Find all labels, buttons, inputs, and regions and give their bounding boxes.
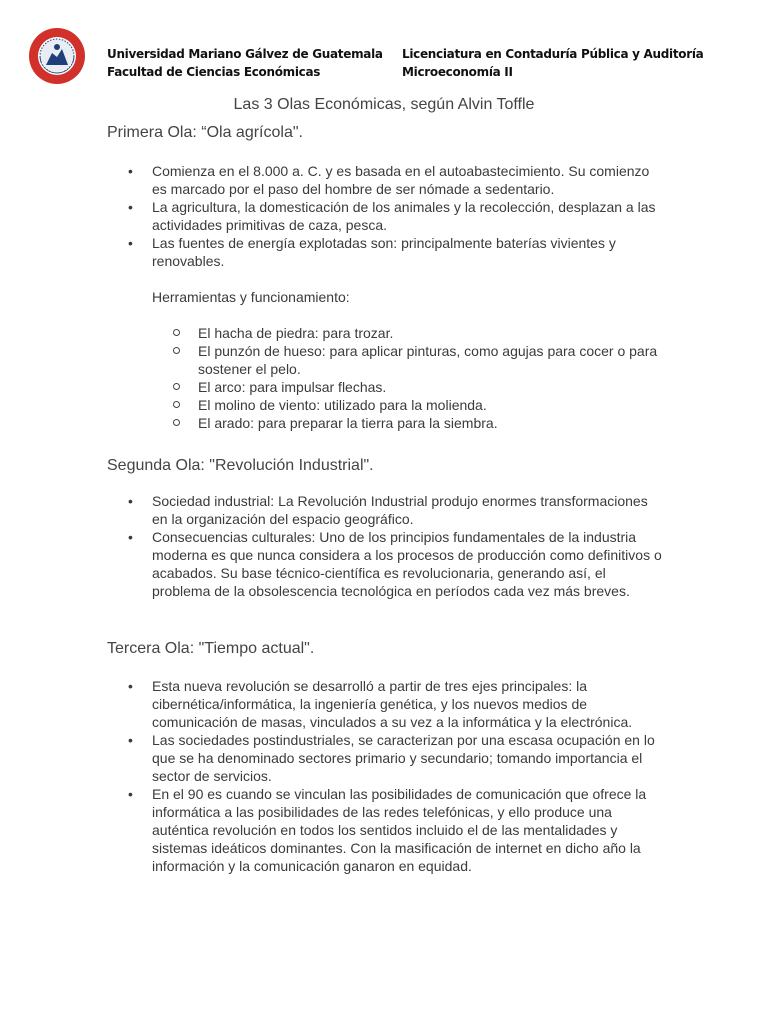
list-item [107,492,667,528]
sub-list-item-text: El arado: para preparar la tierra para la siembra. [198,415,498,431]
circle-bullet-icon [173,347,180,354]
list-item-text: Comienza en el 8.000 a. C. y es basada en el autoabastecimiento. Su comienzo es marcado por el paso del hombre de ser nómade a sedentario. [152,163,650,197]
bullet-list [107,492,667,600]
program-name: Licenciatura en Contaduría Pública y Auditoría [402,47,704,61]
section-tercera-ola [107,640,667,875]
sub-list-item [107,378,667,396]
circle-bullet-icon [173,383,180,390]
bullet-icon: • [128,163,133,179]
bullet-list [107,677,667,875]
sub-list-item [107,414,667,432]
list-item [107,731,667,785]
circle-bullet-icon [173,401,180,408]
faculty-name: Facultad de Ciencias Económicas [107,65,321,79]
list-item-text: Consecuencias culturales: Uno de los principios fundamentales de la industria moderna es que nunca considera a los procesos de producción como definitivos o acabados. Su base técnico-científica es revolucionaria, generando así, el problema de la obsolescencia tecnológica en períodos cada vez más breves. [152,529,662,599]
bullet-icon: • [128,786,133,802]
bullet-icon: • [128,732,133,748]
header-right [402,45,703,81]
bullet-icon: • [128,199,133,215]
sub-list-item-text: El arco: para impulsar flechas. [198,379,387,395]
bullet-icon: • [128,678,133,694]
bullet-icon: • [128,529,133,545]
circle-bullet-icon [173,419,180,426]
list-item-text: Esta nueva revolución se desarrolló a partir de tres ejes principales: la cibernética/informática, la ingeniería genética, y los nuevos medios de comunicación de masas, vinculados a su vez a la informática y la electrónica. [152,678,633,730]
university-seal-icon [28,27,86,85]
document-title: Las 3 Olas Económicas, según Alvin Toffle [233,96,535,113]
section-primera-ola [107,124,667,432]
header-left [107,45,383,81]
bullet-icon: • [128,235,133,251]
list-item-text: En el 90 es cuando se vinculan las posibilidades de comunicación que ofrece la informática a las posibilidades de las redes telefónicas, y ello produce una auténtica revolución en todos los sentidos incluido el de las mentalidades y sistemas ideáticos dominantes. Con la masificación de internet en dicho año la información y la comunicación ganaron en equidad. [152,786,647,874]
list-item [107,528,667,600]
section-heading: Segunda Ola: "Revolución Industrial". [107,457,374,474]
bullet-list [107,162,667,270]
list-item-text: La agricultura, la domesticación de los animales y la recolección, desplazan a las actividades primitivas de caza, pesca. [152,199,656,233]
sub-list-item-text: El punzón de hueso: para aplicar pinturas, como agujas para cocer o para sostener el pelo. [198,343,658,377]
university-name: Universidad Mariano Gálvez de Guatemala [107,47,383,61]
list-item [107,677,667,731]
list-item [107,234,667,270]
list-item [107,198,667,234]
list-item [107,162,667,198]
sub-list-item-text: El molino de viento: utilizado para la molienda. [198,397,487,413]
bullet-icon: • [128,493,133,509]
list-item [107,785,667,875]
circle-bullet-icon [173,329,180,336]
sub-list-item [107,396,667,414]
sub-list-item [107,324,667,342]
tools-subheading: Herramientas y funcionamiento: [152,289,350,305]
section-segunda-ola [107,457,667,600]
sub-bullet-list [107,324,667,432]
sub-list-item-text: El hacha de piedra: para trozar. [198,325,394,341]
section-heading: Tercera Ola: "Tiempo actual". [107,640,315,657]
list-item-text: Las sociedades postindustriales, se caracterizan por una escasa ocupación en lo que se ha denominado sectores primario y secundario; tomando importancia el sector de servicios. [152,732,655,784]
sub-list-item [107,342,667,378]
course-name: Microeconomía II [402,65,513,79]
list-item-text: Sociedad industrial: La Revolución Industrial produjo enormes transformaciones en la organización del espacio geográfico. [152,493,648,527]
list-item-text: Las fuentes de energía explotadas son: principalmente baterías vivientes y renovables. [152,235,616,269]
section-heading: Primera Ola: “Ola agrícola". [107,124,303,141]
